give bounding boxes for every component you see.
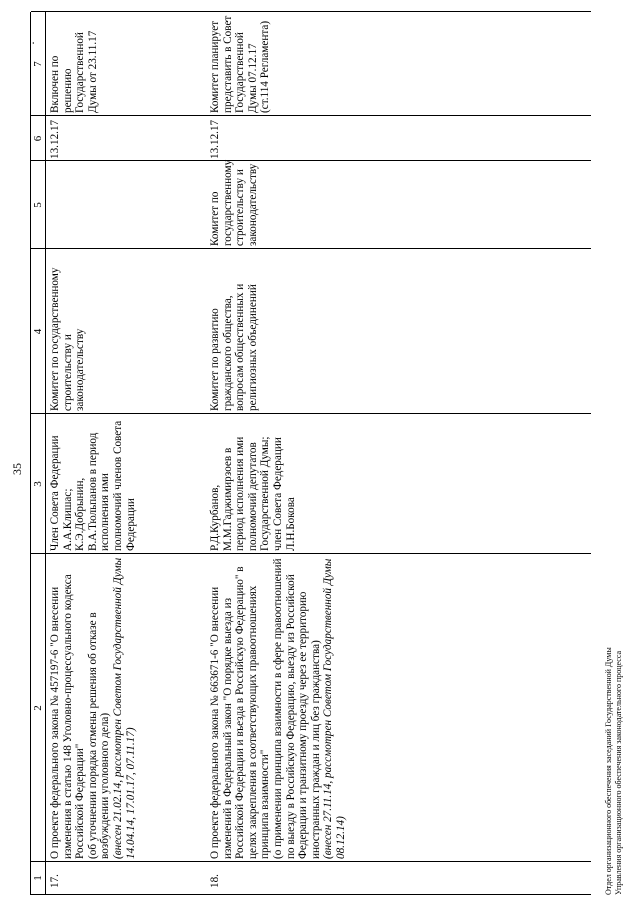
- header-col-1: 1: [32, 875, 44, 881]
- co-committee: Комитет по государственному строительству и законодательству: [209, 159, 259, 246]
- header-col-5: 5: [32, 202, 44, 208]
- bill-description: [209, 554, 348, 862]
- page-number: 35: [10, 463, 24, 475]
- page-footer: [604, 647, 624, 895]
- bill-title: О проекте федерального закона № 457197-6 "О внесении изменения в статью 148 Уголовно-процессуального кодекса Российской Федерации": [49, 574, 87, 859]
- bill-title: О проекте федерального закона № 663671-6 "О внесении изменений в Федеральный закон "О порядке выезда из Российской Федерации и въезда в Российскую Федерацию" в целях закрепления в соответствующих правоотношениях принципа взаимности": [209, 566, 272, 859]
- row-number: 17.: [49, 874, 61, 888]
- footer-line: Отдел организационного обеспечения заседаний Государственной Думы: [604, 647, 613, 895]
- header-col-4: 4: [32, 328, 44, 335]
- col-divider: [31, 11, 591, 12]
- bill-history: (внесен 27.11.14, рассмотрен Советом Государственной Думы 08.12.14): [322, 558, 347, 859]
- bill-subject: (о применении принципа взаимности в сфере правоотношений по выезду в Российскую Федерацию, выезду из Российской Федерации и транзитному проезду через ее территорию иностранных граждан и лиц без гражданства): [271, 558, 322, 859]
- header-col-7: 7: [32, 61, 44, 67]
- bill-subject: (об уточнении порядка отмены решения об отказе в возбуждении уголовного дела): [86, 612, 112, 859]
- header-col-6: 6: [32, 135, 44, 142]
- footer-line: Управления организационного обеспечения законодательного процесса: [614, 650, 623, 895]
- date-cell: 13.12.17: [49, 119, 61, 159]
- col-divider: [31, 160, 591, 161]
- scan-mark: ·: [26, 41, 40, 45]
- agenda-table: [30, 12, 591, 895]
- responsible-committee: Комитет по развитию гражданского общества, вопросам общественных и религиозных объединений: [209, 283, 259, 411]
- bill-description: [49, 554, 137, 862]
- header-col-3: 3: [32, 481, 44, 487]
- bill-history: (внесен 21.02.14, рассмотрен Советом Государственной Думы 14.04.14, 17.01.17, 07.11.17): [111, 557, 137, 859]
- row-number: 18.: [209, 874, 221, 888]
- note-cell: Комитет планирует представить в Совет Государственной Думы 07.12.17 (ст.114 Регламента): [209, 15, 272, 113]
- col-divider: [31, 248, 591, 249]
- col-divider: [31, 115, 591, 116]
- table-header: [31, 12, 46, 894]
- bill-initiators: Р.Д.Курбанов, М.М.Гаджимирзоев в период исполнения ими полномочий депутатов Государственной Думы; член Совета Федерации Л.Н.Бокова: [209, 436, 297, 551]
- date-cell: 13.12.17: [209, 119, 221, 159]
- responsible-committee: Комитет по государственному строительству и законодательству: [49, 267, 87, 411]
- header-col-2: 2: [32, 705, 44, 711]
- bill-initiators: Член Совета Федерации А.А.Клишас; К.Э.Добрынин, В.А.Тюльпанов в период исполнения ими полномочий членов Совета Федерации: [49, 420, 137, 551]
- note-cell: Включен по решению Государственной Думы от 23.11.17: [49, 30, 99, 113]
